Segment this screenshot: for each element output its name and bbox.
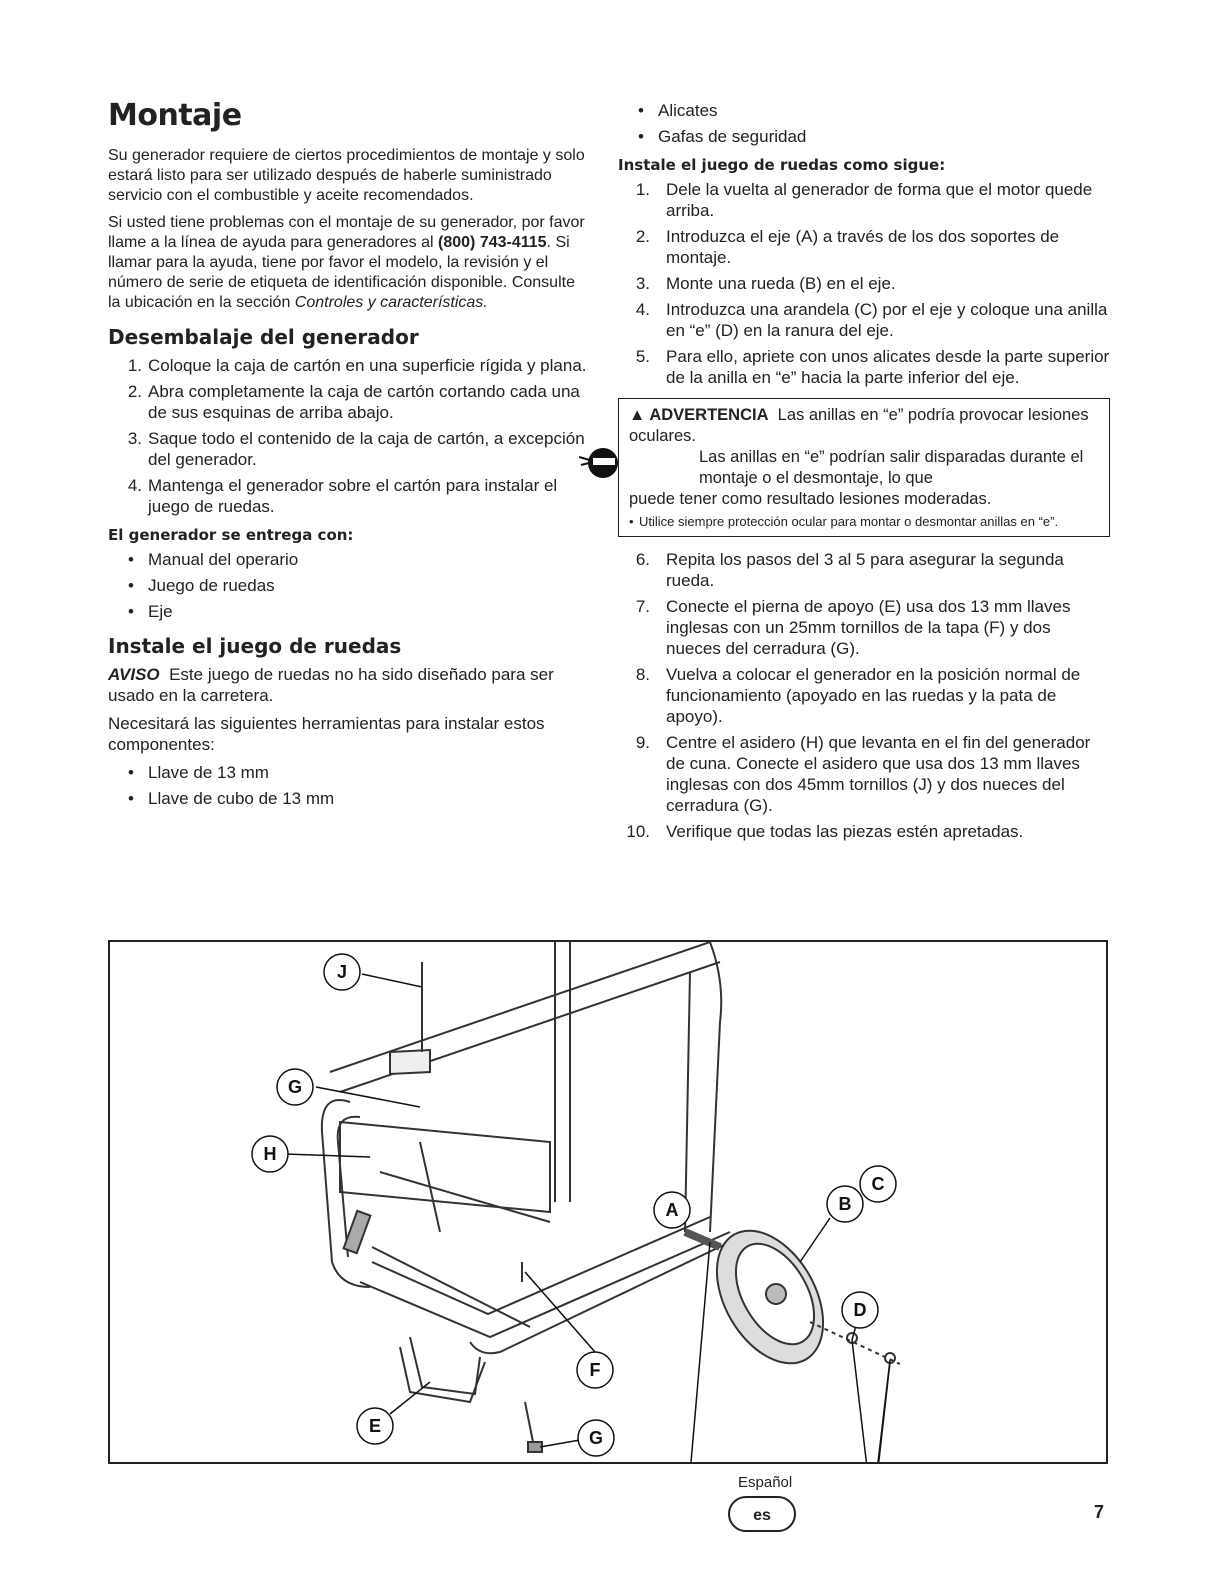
- warning-box: [618, 398, 1110, 537]
- list-item: 3. Saque todo el contenido de la caja de cartón, a excepción del generador.: [127, 429, 585, 469]
- list-item: 4. Introduzca una arandela (C) por el eje y coloque una anilla en “e” (D) en la ranura del eje.: [635, 300, 1108, 340]
- install-steps-heading: Instale el juego de ruedas como sigue:: [618, 156, 946, 174]
- svg-text:E: E: [368, 1416, 382, 1436]
- callout-d: [842, 1292, 878, 1328]
- tools-list: [108, 762, 588, 809]
- helpline-phone: (800) 743-4115: [438, 234, 547, 251]
- aviso-label: AVISO: [108, 665, 160, 684]
- callout-g-top: [277, 1069, 313, 1105]
- list-item: • Juego de ruedas: [108, 575, 588, 596]
- list-item: • Eje: [108, 601, 588, 622]
- list-item: 1. Dele la vuelta al generador de forma que el motor quede arriba.: [635, 180, 1093, 220]
- svg-text:G: G: [287, 1077, 303, 1097]
- install-steps-continued: [618, 549, 1110, 842]
- page-title: Montaje: [108, 98, 242, 133]
- list-item: 2. Abra completamente la caja de cartón cortando cada una de sus esquinas de arriba abajo.: [127, 382, 580, 422]
- list-item: 5. Para ello, apriete con unos alicates desde la parte superior de la anilla en “e” hacia la parte inferior del eje.: [635, 347, 1110, 387]
- warning-bullet: • Utilice siempre protección ocular para montar o desmontar anillas en “e”.: [629, 514, 1101, 530]
- install-heading: Instale el juego de ruedas: [108, 634, 402, 658]
- assembly-diagram: [108, 940, 1108, 1464]
- warning-line-1: Las anillas en “e” podría provocar lesiones oculares.: [629, 406, 1089, 445]
- wheel-kit-illustration: [110, 942, 1106, 1462]
- language-label: Español: [738, 1474, 793, 1491]
- warning-line-3: puede tener como resultado lesiones moderadas.: [629, 490, 992, 508]
- callout-b: [827, 1186, 863, 1222]
- install-steps: [618, 179, 1110, 388]
- list-item: 8. Vuelva a colocar el generador en la posición normal de funcionamiento (apoyado en las ruedas y la pata de apoyo).: [635, 665, 1081, 726]
- callout-f: [577, 1352, 613, 1388]
- svg-text:D: D: [853, 1300, 867, 1320]
- list-item: • Llave de cubo de 13 mm: [108, 788, 588, 809]
- list-item: 7. Conecte el pierna de apoyo (E) usa dos 13 mm llaves inglesas con un 25mm tornillos de la tapa (F) y dos nueces del cerradura (G).: [635, 597, 1071, 658]
- tools-intro: Necesitará las siguientes herramientas para instalar estos componentes:: [108, 714, 545, 754]
- list-item: 4. Mantenga el generador sobre el cartón para instalar el juego de ruedas.: [127, 476, 558, 516]
- helpline-text-2: . Si llamar para la ayuda, tiene por favor el modelo, la revisión y el número de serie de etiqueta de identificación disponible. Consulte la ubicación en la sección: [108, 234, 575, 311]
- list-item: 9. Centre el asidero (H) que levanta en el fin del generador de cuna. Conecte el asidero que usa dos 13 mm llaves inglesas con dos 45mm tornillos (J) y dos nueces del cerradura (G).: [635, 733, 1091, 815]
- callout-c-shown: [860, 1166, 896, 1202]
- list-item: • Llave de 13 mm: [108, 762, 588, 783]
- unpack-heading: Desembalaje del generador: [108, 325, 419, 349]
- svg-text:J: J: [336, 962, 348, 982]
- list-item: 6. Repita los pasos del 3 al 5 para asegurar la segunda rueda.: [635, 550, 1064, 590]
- unpack-steps: [108, 355, 588, 517]
- right-column: [618, 100, 1110, 847]
- svg-text:F: F: [589, 1360, 601, 1380]
- section-reference: Controles y características.: [294, 294, 488, 311]
- helpline-text: Si usted tiene problemas con el montaje de su generador, por favor llame a la línea de ayuda para generadores al: [108, 214, 585, 251]
- list-item: 10. Verifique que todas las piezas estén apretadas.: [626, 822, 1024, 841]
- svg-text:B: B: [838, 1194, 852, 1214]
- list-item: 3. Monte una rueda (B) en el eje.: [635, 274, 896, 293]
- left-column: [108, 98, 588, 814]
- list-item: 1. Coloque la caja de cartón en una superficie rígida y plana.: [127, 356, 587, 375]
- aviso-notice: [108, 664, 588, 706]
- frame-top-rail: [330, 942, 710, 1072]
- list-item: • Alicates: [618, 100, 1110, 121]
- svg-text:H: H: [263, 1144, 277, 1164]
- callout-h: [252, 1136, 288, 1172]
- list-item: • Gafas de seguridad: [618, 126, 1110, 147]
- warning-label: ▲ ADVERTENCIA: [629, 406, 769, 424]
- svg-text:A: A: [665, 1200, 679, 1220]
- language-badge: es: [728, 1496, 796, 1532]
- tools-list-continued: [618, 100, 1110, 147]
- helpline-paragraph: [108, 213, 588, 313]
- ships-with-heading: El generador se entrega con:: [108, 526, 354, 544]
- list-item: 2. Introduzca el eje (A) a través de los dos soportes de montaje.: [635, 227, 1060, 267]
- ships-with-list: [108, 549, 588, 622]
- page-number: 7: [1094, 1502, 1105, 1522]
- intro-paragraph: Su generador requiere de ciertos procedimientos de montaje y solo estará listo para ser utilizado después de haberle suministrado servicio con el combustible y aceite recomendados.: [108, 147, 585, 204]
- callout-e: [357, 1408, 393, 1444]
- callout-a: [654, 1192, 690, 1228]
- svg-text:C: C: [871, 1174, 885, 1194]
- warning-line-2: Las anillas en “e” podrían salir disparadas durante el montaje o el desmontaje, lo que: [699, 448, 1084, 487]
- callout-j: [324, 954, 360, 990]
- list-item: • Manual del operario: [108, 549, 588, 570]
- warning-detail: [629, 447, 1101, 489]
- eye-protection-icon: [579, 443, 619, 483]
- aviso-text: Este juego de ruedas no ha sido diseñado para ser usado en la carretera.: [108, 665, 554, 705]
- svg-text:G: G: [588, 1428, 604, 1448]
- callout-g-bottom: [578, 1420, 614, 1456]
- warning-header: [629, 405, 1101, 447]
